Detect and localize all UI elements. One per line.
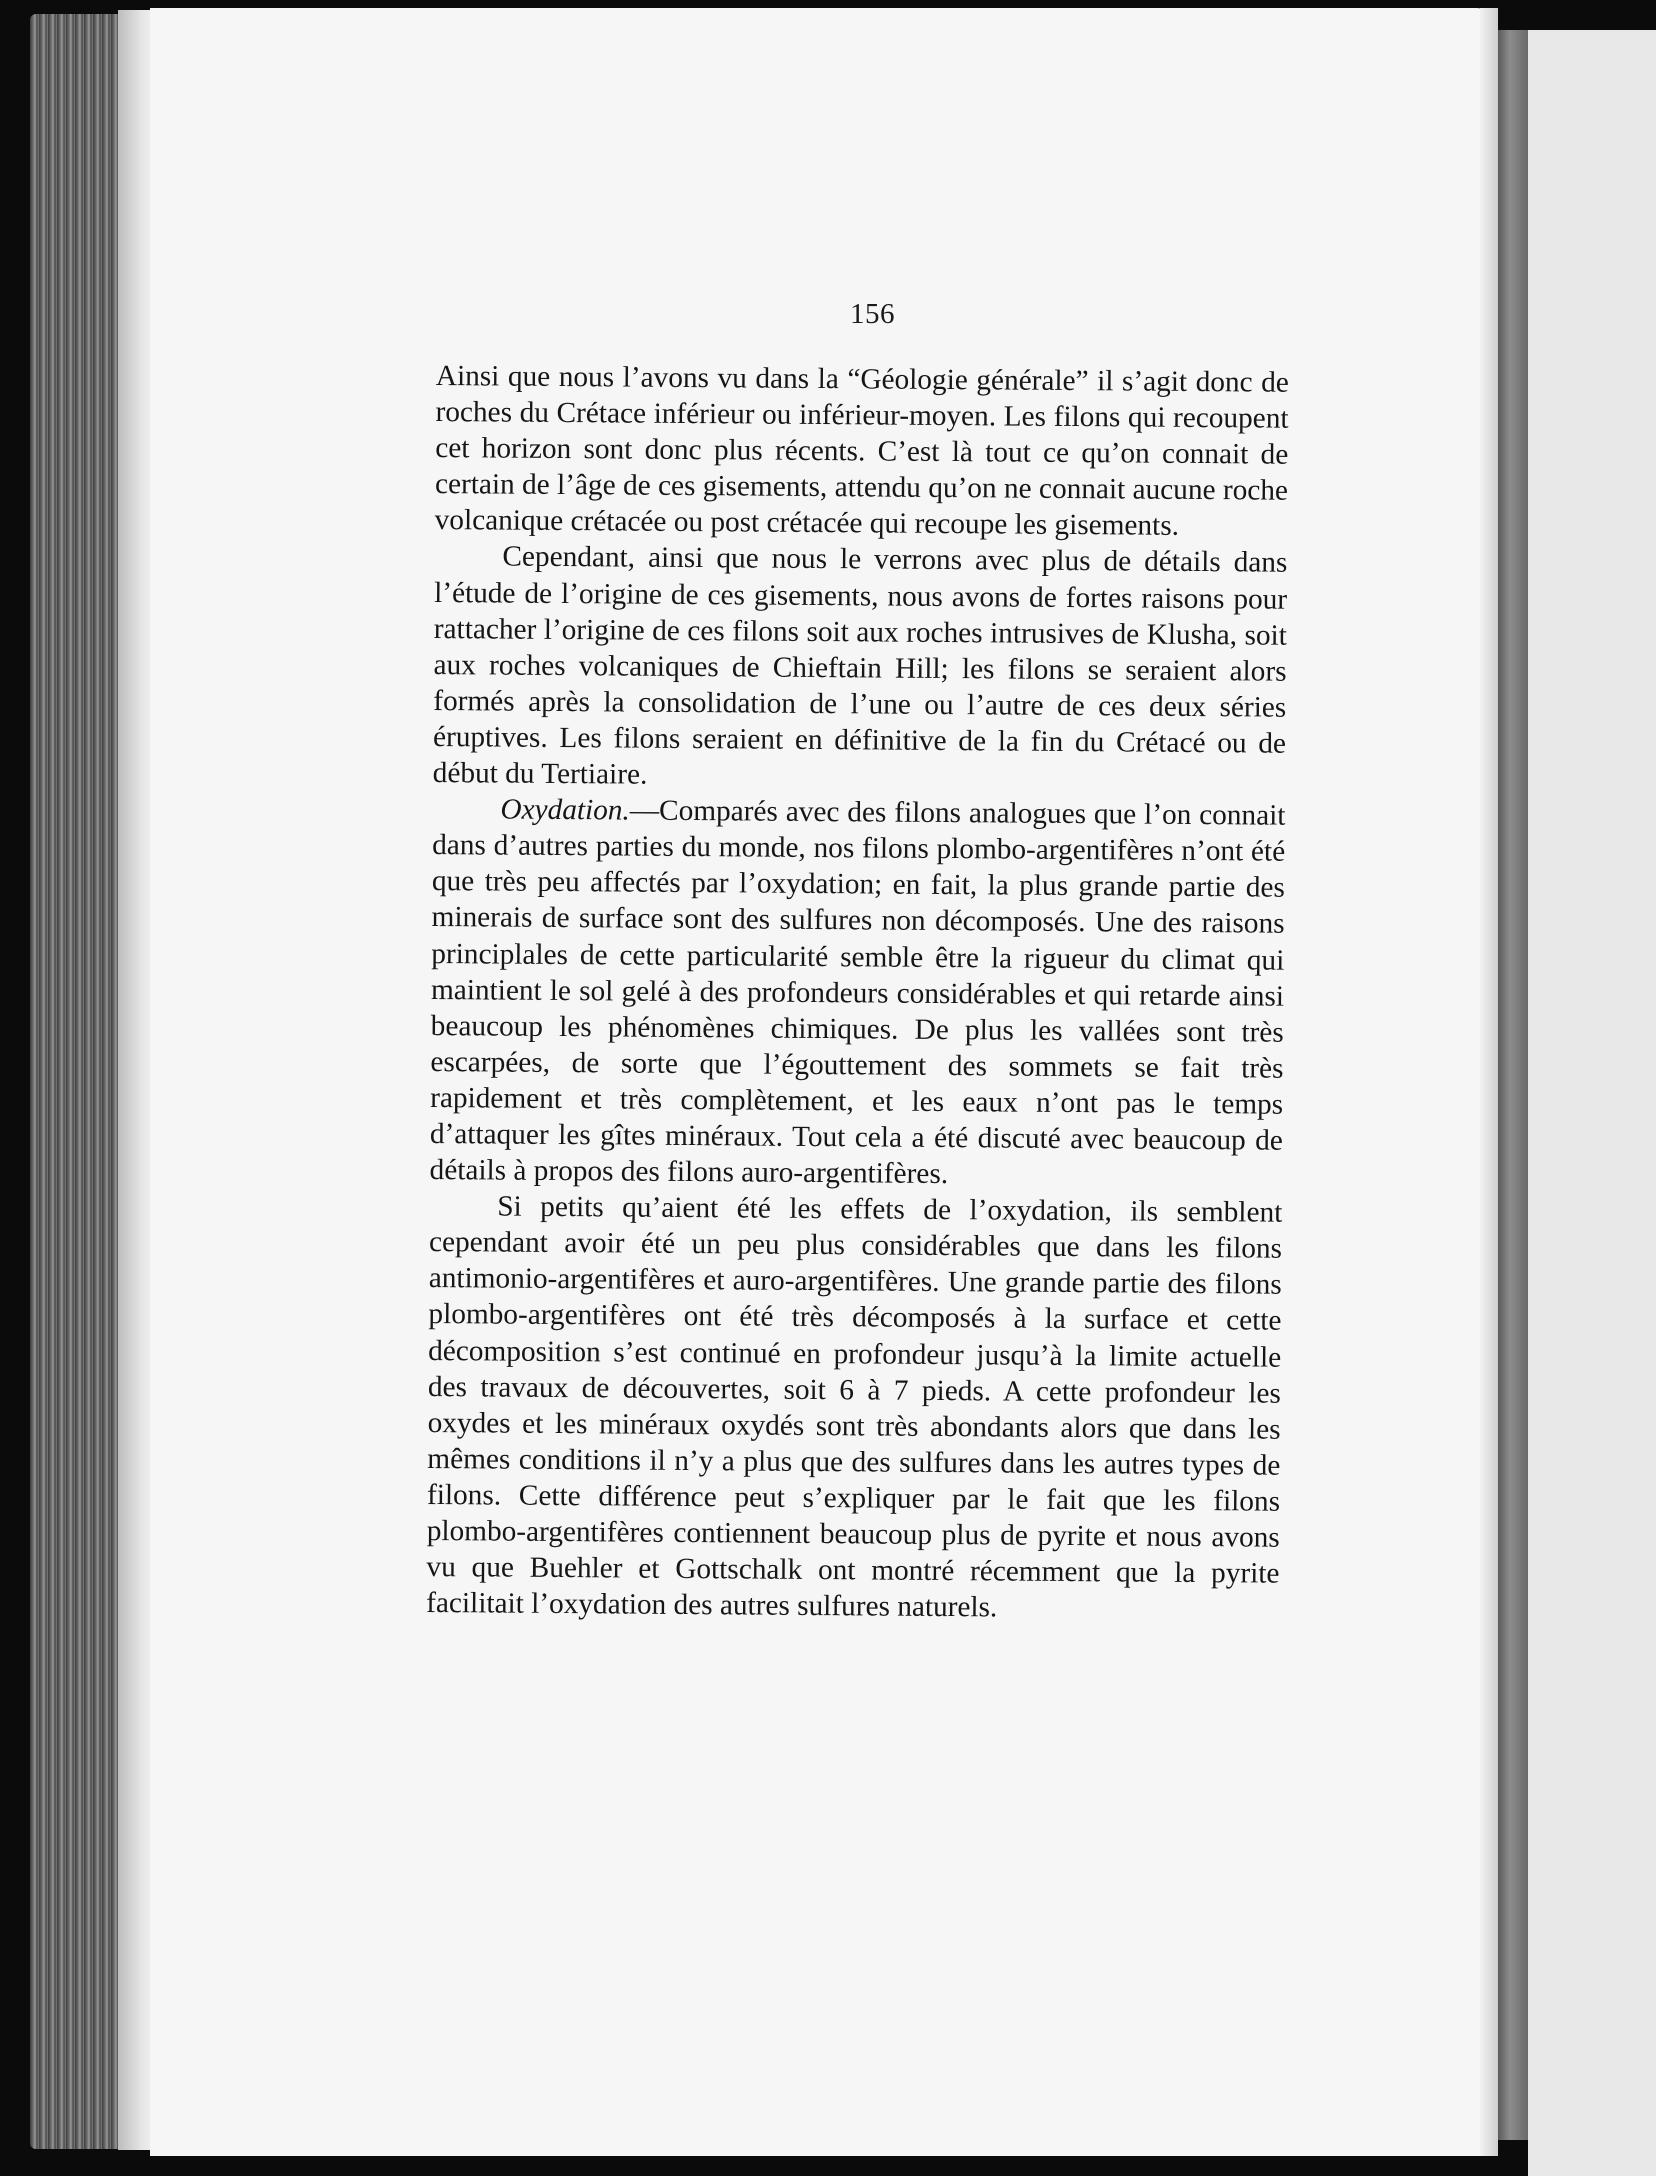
next-page bbox=[1528, 30, 1656, 2176]
page-spine-shadow bbox=[1480, 8, 1498, 2156]
page-number: 156 bbox=[850, 298, 895, 330]
paragraph-text: Ainsi que nous l’avons vu dans la “Géologie générale” il s’agit donc de roches du Crétace inférieur ou inférieur-moyen. Les filons qui recoupent cet horizon sont donc plus récents. C’est là tout ce qu’on connait de certain de l’âge de ces gisements, attendu qu’on ne connait aucune roche volcanique crétacée ou post crétacée qui recoupe les gisements. bbox=[434, 359, 1289, 543]
next-page-edge bbox=[1498, 30, 1528, 2140]
page-body bbox=[426, 358, 1289, 1628]
paragraph-4 bbox=[426, 1188, 1282, 1628]
paragraph-3 bbox=[429, 791, 1285, 1195]
paragraph-1 bbox=[435, 358, 1289, 545]
paragraph-text: Cependant, ainsi que nous le verrons avec plus de détails dans l’étude de l’origine de ces gisements, nous avons de fortes raisons pour rattacher l’origine de ces filons soit aux roches intrusives de Klusha, soit aux roches volcaniques de Chieftain Hill; les filons se seraient alors formés après la consolidation de l’une ou l’autre de ces deux séries éruptives. Les filons seraient en définitive de la fin du Crétacé ou de début du Tertiaire. bbox=[432, 540, 1288, 791]
paragraph-lead: Oxydation. bbox=[500, 793, 630, 827]
paragraph-2 bbox=[433, 538, 1288, 797]
paragraph-text: —Comparés avec des filons analogues que l’on connait dans d’autres parties du monde, nos filons plombo-argentifères n’ont été que très peu affectés par l’oxydation; en fait, la plus grande partie des minerais de surface sont des sulfures non décomposés. Une des raisons principlales de cette particularité semble être la rigueur du climat qui maintient le sol gelé à des profondeurs considérables et qui retarde ainsi beaucoup les phénomènes chimiques. De plus les vallées sont très escarpées, de sorte que l’égouttement des sommets se fait très rapidement et très complètement, et les eaux n’ont pas le temps d’attaquer les gîtes minéraux. Tout cela a été discuté avec beaucoup de détails à propos des filons auro-argentifères. bbox=[429, 794, 1286, 1191]
paragraph-text: Si petits qu’aient été les effets de l’oxydation, ils semblent cependant avoir été un peu plus considérables que dans les filons antimonio-argentifères et auro-argentifères. Une grande partie des filons plombo-argentifères ont été très décomposés à la surface et cette décomposition s’est continué en profondeur jusqu’à la limite actuelle des travaux de découvertes, soit 6 à 7 pieds. A cette profondeur les oxydes et les minéraux oxydés sont très abondants alors que dans les mêmes conditions il n’y a plus que des sulfures dans les autres types de filons. Cette différence peut s’expliquer par le fait que les filons plombo-argentifères contiennent beaucoup plus de pyrite et nous avons vu que Buehler et Gottschalk ont montré récemment que la pyrite facilitait l’oxydation des autres sulfures naturels. bbox=[426, 1190, 1283, 1624]
